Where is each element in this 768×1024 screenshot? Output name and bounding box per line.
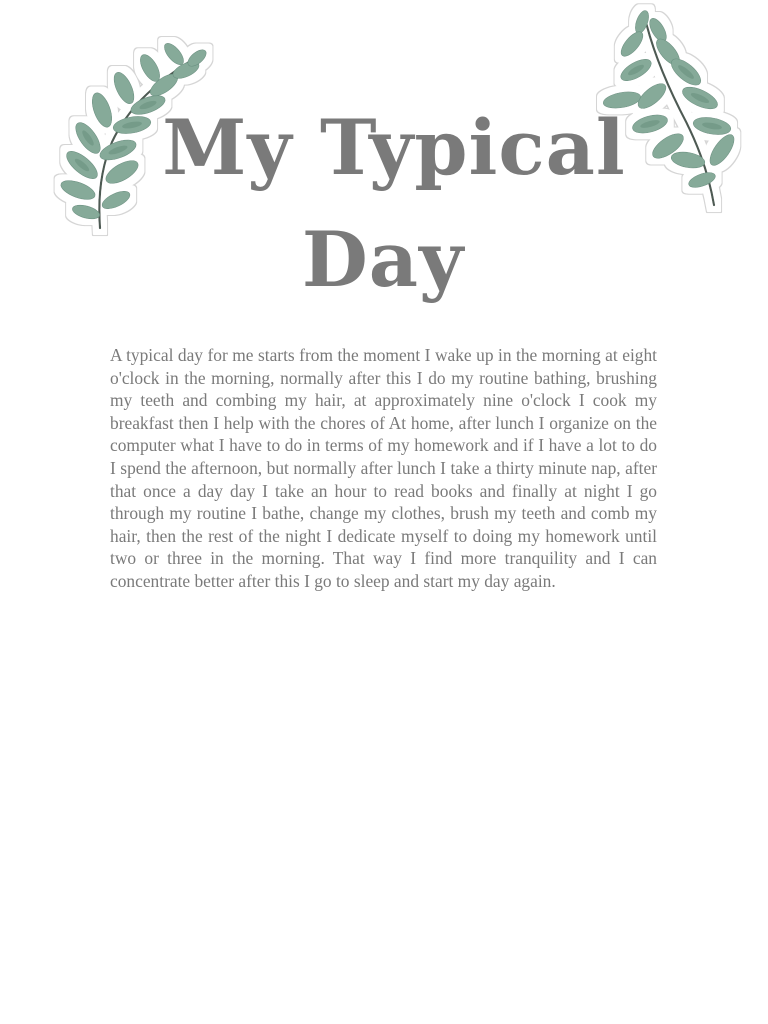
body-paragraph: A typical day for me starts from the moment I wake up in the morning at eight o'clock in the morning, normally after this I do my routine bathing, brushing my teeth and combing my hair, at approximately nine o'clock I cook my breakfast then I help with the chores of At home, after lunch I organize on the computer what I have to do in terms of my homework and if I have a lot to do I spend the afternoon, but normally after lunch I take a thirty minute nap, after that once a day day I take an hour to read books and finally at night I go through my routine I bathe, change my clothes, brush my teeth and comb my hair, then the rest of the night I dedicate myself to doing my homework until two or three in the morning. That way I find more tranquility and I can concentrate better after this I go to sleep and start my day again.	[110, 345, 657, 591]
title-line-2: Day	[301, 215, 465, 304]
title-line-1: My Typical	[162, 103, 626, 192]
page-title	[0, 92, 768, 316]
